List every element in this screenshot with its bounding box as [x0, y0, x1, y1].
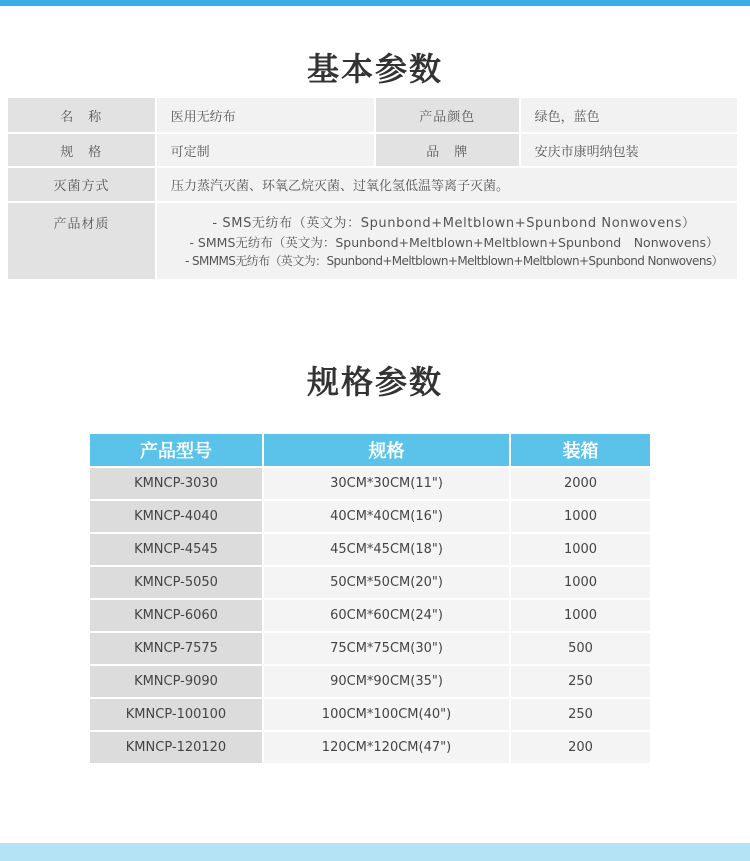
model-cell: KMNCP-6060 — [90, 600, 262, 631]
model-cell: KMNCP-7575 — [90, 633, 262, 664]
material-line-smmms: - SMMMS无纺布（英文为：Spunbond+Meltblown+Meltblown+Meltblown+Spunbond Nonwovens） — [185, 253, 723, 268]
packing-cell: 500 — [511, 633, 650, 664]
spec-params-title: 规格参数 — [306, 363, 443, 401]
material-label: 产品材质 — [8, 203, 155, 279]
material-line-smms: - SMMS无纺布（英文为：Spunbond+Meltblown+Meltblown+Spunbond Nonwovens） — [189, 234, 719, 250]
basic-row-material — [8, 203, 737, 279]
packing-cell: 250 — [511, 666, 650, 697]
model-cell: KMNCP-100100 — [90, 699, 262, 730]
model-cell: KMNCP-5050 — [90, 567, 262, 598]
size-cell: 100CM*100CM(40") — [264, 699, 509, 730]
table-row — [90, 501, 650, 532]
material-line-sms: - SMS无纺布（英文为：Spunbond+Meltblown+Spunbond Nonwovens） — [212, 215, 696, 231]
packing-cell: 1000 — [511, 501, 650, 532]
table-row — [90, 666, 650, 697]
packing-cell: 1000 — [511, 567, 650, 598]
model-cell: KMNCP-9090 — [90, 666, 262, 697]
basic-params-title: 基本参数 — [306, 50, 443, 88]
packing-cell: 2000 — [511, 468, 650, 499]
brand-label: 品 牌 — [376, 134, 519, 166]
table-row — [90, 468, 650, 499]
table-row — [90, 732, 650, 763]
spec-table-header — [90, 434, 650, 466]
packing-cell: 1000 — [511, 600, 650, 631]
size-cell: 45CM*45CM(18") — [264, 534, 509, 565]
packing-cell: 1000 — [511, 534, 650, 565]
table-row — [90, 633, 650, 664]
basic-row-name — [8, 98, 737, 132]
header-size: 规格 — [264, 434, 509, 466]
brand-value: 安庆市康明纳包装 — [521, 134, 737, 166]
name-value: 医用无纺布 — [157, 98, 374, 132]
model-cell: KMNCP-4545 — [90, 534, 262, 565]
header-packing: 装箱 — [511, 434, 650, 466]
bottom-accent-bar — [0, 843, 750, 861]
sterilize-value: 压力蒸汽灭菌、环氧乙烷灭菌、过氧化氢低温等离子灭菌。 — [157, 168, 737, 201]
table-row — [90, 699, 650, 730]
size-cell: 50CM*50CM(20") — [264, 567, 509, 598]
table-row — [90, 567, 650, 598]
table-row — [90, 534, 650, 565]
packing-cell: 200 — [511, 732, 650, 763]
name-label: 名 称 — [8, 98, 155, 132]
basic-row-sterilize — [8, 168, 737, 201]
size-cell: 30CM*30CM(11") — [264, 468, 509, 499]
sterilize-label: 灭菌方式 — [8, 168, 155, 201]
packing-cell: 250 — [511, 699, 650, 730]
top-accent-bar — [0, 0, 750, 6]
model-cell: KMNCP-3030 — [90, 468, 262, 499]
size-cell: 90CM*90CM(35") — [264, 666, 509, 697]
size-cell: 60CM*60CM(24") — [264, 600, 509, 631]
table-row — [90, 600, 650, 631]
spec-params-table — [90, 434, 650, 765]
basic-row-spec — [8, 134, 737, 166]
size-cell: 120CM*120CM(47") — [264, 732, 509, 763]
color-label: 产品颜色 — [376, 98, 519, 132]
model-cell: KMNCP-4040 — [90, 501, 262, 532]
header-model: 产品型号 — [90, 434, 262, 466]
model-cell: KMNCP-120120 — [90, 732, 262, 763]
basic-params-table — [8, 98, 737, 281]
material-value — [157, 203, 737, 279]
spec-table-body — [90, 468, 650, 763]
size-cell: 75CM*75CM(30") — [264, 633, 509, 664]
spec-value: 可定制 — [157, 134, 374, 166]
spec-label: 规 格 — [8, 134, 155, 166]
color-value: 绿色，蓝色 — [521, 98, 737, 132]
size-cell: 40CM*40CM(16") — [264, 501, 509, 532]
